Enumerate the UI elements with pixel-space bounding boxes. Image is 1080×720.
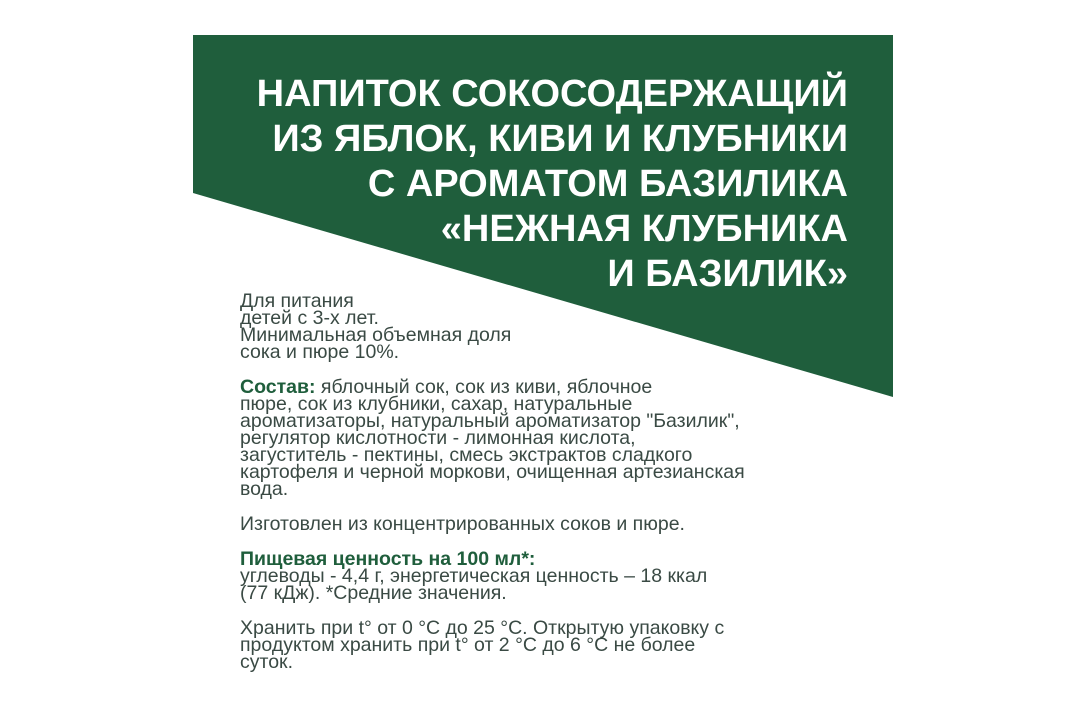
composition-line: пюре, сок из клубники, сахар, натуральные: [240, 393, 633, 415]
composition-block: [240, 376, 880, 500]
storage-line: продуктом хранить при t° от 2 °С до 6 °С не более: [240, 634, 696, 656]
product-description: [240, 290, 880, 689]
composition-line: ароматизаторы, натуральный ароматизатор "Базилик",: [240, 410, 740, 432]
intro-block: [240, 290, 880, 363]
nutrition-line: углеводы - 4,4 г, энергетическая ценность – 18 ккал: [240, 565, 708, 587]
made-from-text: Изготовлен из концентрированных соков и пюре.: [240, 513, 685, 535]
made-from-block: [240, 513, 880, 535]
composition-label: Состав:: [240, 376, 316, 398]
storage-line: Хранить при t° от 0 °С до 25 °С. Открытую упаковку с: [240, 617, 725, 639]
title-line: «НЕЖНАЯ КЛУБНИКА: [440, 208, 848, 250]
composition-line: вода.: [240, 478, 289, 500]
intro-line: Для питания: [240, 290, 354, 312]
product-title: [208, 72, 848, 297]
storage-block: [240, 617, 880, 673]
composition-line: регулятор кислотности - лимонная кислота,: [240, 427, 636, 449]
title-line: ИЗ ЯБЛОК, КИВИ И КЛУБНИКИ: [272, 118, 848, 160]
title-line: И БАЗИЛИК»: [607, 253, 848, 295]
intro-line: сока и пюре 10%.: [240, 341, 400, 363]
title-line: НАПИТОК СОКОСОДЕРЖАЩИЙ: [256, 73, 848, 115]
composition-line: загуститель - пектины, смесь экстрактов сладкого: [240, 444, 693, 466]
intro-line: Минимальная объемная доля: [240, 324, 512, 346]
title-line: С АРОМАТОМ БАЗИЛИКА: [367, 163, 848, 205]
nutrition-label: Пищевая ценность на 100 мл*:: [240, 548, 536, 570]
composition-line: картофеля и черной моркови, очищенная артезианская: [240, 461, 745, 483]
nutrition-block: [240, 548, 880, 604]
nutrition-line: (77 кДж). *Средние значения.: [240, 582, 507, 604]
composition-text: яблочный сок, сок из киви, яблочное: [315, 376, 653, 398]
intro-line: детей с 3-х лет.: [240, 307, 379, 329]
storage-line: суток.: [240, 651, 294, 673]
